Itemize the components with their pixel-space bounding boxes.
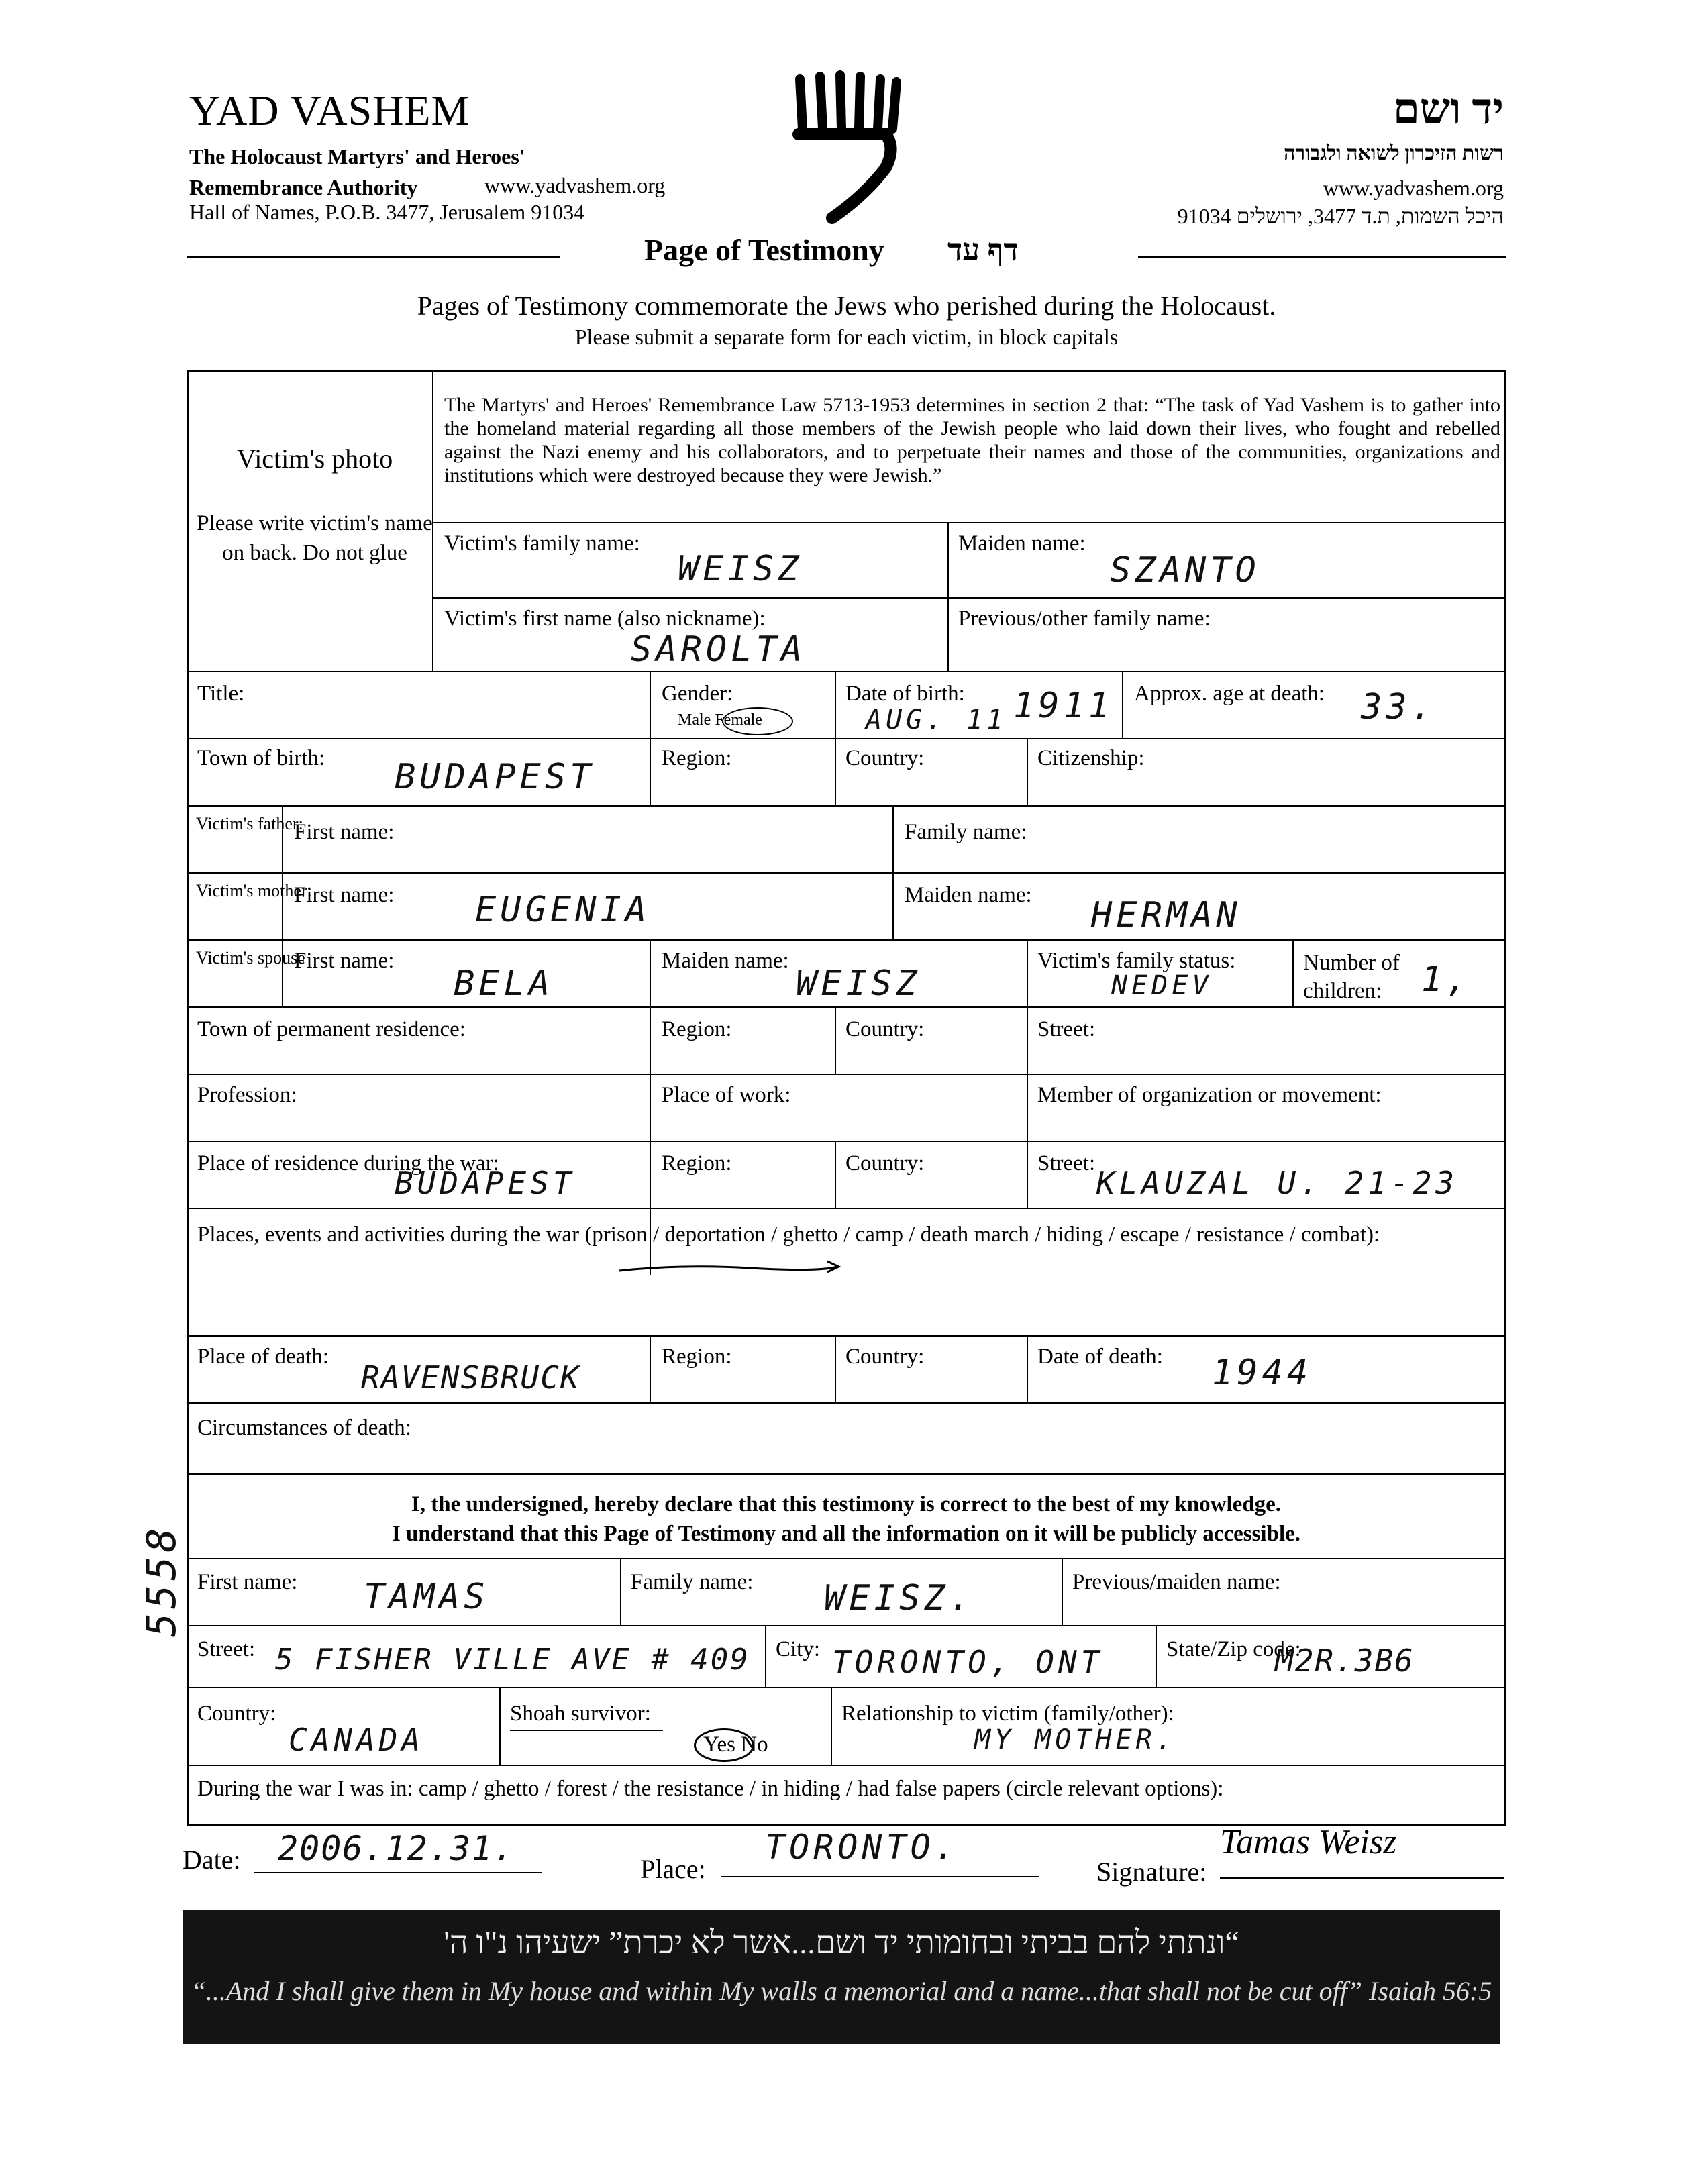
org-name: YAD VASHEM: [189, 87, 470, 134]
submitter-first-name-value[interactable]: TAMAS: [364, 1577, 489, 1617]
submitter-family-name-label: Family name:: [631, 1570, 754, 1594]
age-death-value[interactable]: 33.: [1361, 687, 1436, 727]
divider: [1062, 1558, 1063, 1625]
place-underline: [721, 1876, 1039, 1877]
mother-maiden-name-label: Maiden name:: [905, 883, 1032, 907]
residence-war-value[interactable]: BUDAPEST: [395, 1165, 576, 1201]
declaration: [187, 1490, 1506, 1549]
org-line1: The Holocaust Martyrs' and Heroes': [189, 144, 525, 168]
divider: [1027, 738, 1028, 805]
profession-label: Profession:: [197, 1083, 297, 1107]
divider: [187, 1625, 1506, 1626]
divider: [835, 1006, 836, 1074]
region-label: Region:: [662, 746, 732, 770]
signature-label: Signature:: [1096, 1857, 1207, 1887]
hebrew-website: www.yadvashem.org: [1323, 176, 1504, 200]
hebrew-name: יד ושם: [1392, 85, 1504, 133]
circumstances-label: Circumstances of death:: [197, 1416, 411, 1440]
places-events-label: Places, events and activities during the war (prison / deportation / ghetto / camp / death march / hiding / escape / resistance / combat):: [197, 1223, 1380, 1247]
maiden-name-value[interactable]: SZANTO: [1110, 550, 1260, 590]
divider: [947, 522, 949, 671]
state-zip-value[interactable]: M2R.3B6: [1275, 1643, 1415, 1679]
spouse-first-name-label: First name:: [294, 949, 395, 973]
city-label: City:: [776, 1637, 821, 1661]
submitter-first-name-label: First name:: [197, 1570, 298, 1594]
gender-circle: [722, 707, 793, 735]
previous-maiden-label: Previous/maiden name:: [1072, 1570, 1281, 1594]
date-label: Date:: [183, 1844, 241, 1875]
date-underline: [254, 1872, 542, 1873]
submitter-family-name-value[interactable]: WEISZ.: [824, 1578, 974, 1618]
dob-value[interactable]: AUG. 11: [866, 705, 1007, 735]
divider: [187, 1765, 1506, 1766]
family-name-value[interactable]: WEISZ: [678, 549, 803, 589]
divider: [187, 1141, 1506, 1142]
divider: [187, 1558, 1506, 1559]
declaration-line1: I, the undersigned, hereby declare that this testimony is correct to the best of my knowledge.: [411, 1492, 1282, 1516]
divider: [432, 522, 1506, 523]
relationship-value[interactable]: MY MOTHER.: [974, 1724, 1176, 1755]
death-region-label: Region:: [662, 1345, 732, 1369]
yad-vashem-logo-icon: [785, 67, 906, 228]
first-name-label: Victim's first name (also nickname):: [444, 607, 766, 631]
divider: [1156, 1625, 1157, 1687]
divider: [187, 805, 1506, 807]
form-title: Page of Testimony: [644, 233, 884, 267]
family-status-value[interactable]: NEDEV: [1111, 970, 1213, 1001]
place-label: Place:: [640, 1854, 706, 1884]
place-death-label: Place of death:: [197, 1345, 329, 1369]
banner-hebrew-quote: “ונתתי להם בביתי ובחומותי יד ושם...אשר לא יכרת” ישעיהו נ"ו ה': [444, 1925, 1239, 1961]
divider: [1122, 671, 1123, 738]
signature-underline: [1220, 1877, 1504, 1879]
divider: [1027, 1335, 1028, 1402]
residence-war-label: Place of residence during the war:: [197, 1151, 499, 1176]
street-value[interactable]: 5 FISHER VILLE AVE # 409: [275, 1643, 750, 1677]
relationship-label: Relationship to victim (family/other):: [841, 1702, 1174, 1726]
divider: [835, 738, 836, 805]
member-org-label: Member of organization or movement:: [1037, 1083, 1382, 1107]
town-permanent-label: Town of permanent residence:: [197, 1017, 466, 1041]
gender-options[interactable]: Male Female: [678, 711, 762, 729]
spouse-maiden-name-label: Maiden name:: [662, 949, 789, 973]
perm-region-label: Region:: [662, 1017, 732, 1041]
family-name-label: Victim's family name:: [444, 531, 640, 556]
victims-spouse-label: Victim's spouse: [196, 948, 305, 968]
place-death-value[interactable]: RAVENSBRUCK: [361, 1359, 580, 1396]
perm-street-label: Street:: [1037, 1017, 1096, 1041]
org-line2: Remembrance Authority: [189, 175, 418, 199]
hebrew-address: היכל השמות, ת.ד 3477, ירושלים 91034: [1177, 204, 1504, 228]
divider: [432, 597, 1506, 599]
town-birth-value[interactable]: BUDAPEST: [395, 757, 595, 797]
spouse-first-name-value[interactable]: BELA: [454, 964, 554, 1004]
org-subtitle: [189, 141, 525, 203]
spouse-maiden-name-value[interactable]: WEISZ: [796, 964, 921, 1004]
intro-text: Pages of Testimony commemorate the Jews who perished during the Holocaust.: [417, 291, 1276, 321]
hebrew-subtitle: רשות הזיכרון לשואה ולגבורה: [1284, 142, 1504, 164]
divider: [187, 872, 1506, 874]
divider: [835, 671, 836, 738]
signature-value[interactable]: Tamas Weisz: [1220, 1823, 1397, 1861]
age-death-label: Approx. age at death:: [1134, 682, 1325, 706]
place-value[interactable]: TORONTO.: [765, 1828, 959, 1867]
date-death-value[interactable]: 1944: [1212, 1353, 1313, 1393]
death-country-label: Country:: [845, 1345, 925, 1369]
divider: [499, 1687, 501, 1765]
dob-label: Date of birth:: [845, 682, 965, 706]
mother-maiden-name-value[interactable]: HERMAN: [1091, 895, 1241, 935]
dob-year-value[interactable]: 1911: [1013, 686, 1114, 726]
family-status-label: Victim's family status:: [1037, 949, 1236, 973]
father-first-name-label: First name:: [294, 820, 395, 844]
org-address: Hall of Names, P.O.B. 3477, Jerusalem 91034: [189, 200, 585, 224]
town-birth-label: Town of birth:: [197, 746, 325, 770]
divider: [620, 1558, 621, 1625]
law-text: The Martyrs' and Heroes' Remembrance Law 5713-1953 determines in section 2 that: “The task of Yad Vashem is to gather into the homeland material regarding all those members of the Jewish people who laid down their lives, who fought and rebelled against the Nazi enemy and his collaborators, and to perpetuate their names and those of the communities, organizations and institutions which were destroyed because they were Jewish.”: [444, 394, 1500, 486]
divider: [282, 805, 283, 1006]
divider: [187, 939, 1506, 941]
perm-country-label: Country:: [845, 1017, 925, 1041]
place-work-label: Place of work:: [662, 1083, 791, 1107]
divider: [187, 1402, 1506, 1404]
shoah-survivor-label: Shoah survivor:: [510, 1702, 651, 1726]
mother-first-name-value[interactable]: EUGENIA: [475, 890, 651, 930]
declaration-line2: I understand that this Page of Testimony and all the information on it will be publicly accessible.: [391, 1522, 1301, 1546]
divider: [831, 1687, 832, 1765]
header-divider-right: [1138, 256, 1506, 258]
divider: [650, 1335, 651, 1402]
form-title-hebrew: דף עד: [947, 233, 1019, 267]
banner-english-quote: “...And I shall give them in My house and within My walls a memorial and a name...that shall not be cut off” Isaiah 56:5: [191, 1976, 1492, 2006]
divider: [187, 1208, 1506, 1209]
divider: [187, 1335, 1506, 1337]
previous-family-label: Previous/other family name:: [958, 607, 1211, 631]
title-label: Title:: [197, 682, 245, 706]
submitter-country-label: Country:: [197, 1702, 276, 1726]
yes-circle: [694, 1728, 754, 1762]
underline-mark-icon: [616, 1259, 844, 1279]
war-region-label: Region:: [662, 1151, 732, 1176]
mother-first-name-label: First name:: [294, 883, 395, 907]
first-name-value[interactable]: SAROLTA: [631, 629, 807, 670]
instructions-text: Please submit a separate form for each victim, in block capitals: [574, 325, 1119, 349]
num-children-value[interactable]: 1,: [1421, 959, 1472, 1000]
war-street-value[interactable]: KLAUZAL U. 21-23: [1096, 1165, 1459, 1201]
divider: [187, 1687, 1506, 1688]
war-street-label: Street:: [1037, 1151, 1096, 1176]
date-value[interactable]: 2006.12.31.: [278, 1829, 515, 1868]
divider: [1292, 939, 1294, 1006]
country-label: Country:: [845, 746, 925, 770]
submitter-country-value[interactable]: CANADA: [289, 1722, 425, 1758]
divider: [1027, 1141, 1028, 1208]
divider: [1027, 1074, 1028, 1141]
shoah-survivor-underline: [510, 1730, 663, 1731]
divider: [187, 738, 1506, 739]
victims-mother-label: Victim's mother:: [196, 881, 312, 900]
divider: [765, 1625, 766, 1687]
during-war-label: During the war I was in: camp / ghetto / forest / the resistance / in hiding / had false papers (circle relevant options):: [197, 1777, 1224, 1801]
gender-label: Gender:: [662, 682, 733, 706]
divider: [835, 1141, 836, 1208]
places-events-field[interactable]: [197, 1279, 1492, 1326]
city-value[interactable]: TORONTO, ONT: [832, 1644, 1104, 1680]
state-zip-label: State/Zip code:: [1166, 1637, 1301, 1661]
victims-father-label: Victim's father:: [196, 814, 303, 833]
divider: [835, 1335, 836, 1402]
photo-box-title: Victim's photo: [236, 444, 393, 474]
quote-banner: [183, 1910, 1500, 2044]
header-divider-left: [187, 256, 560, 258]
street-label: Street:: [197, 1637, 256, 1661]
date-death-label: Date of death:: [1037, 1345, 1163, 1369]
photo-box-note: Please write victim's name on back. Do not glue: [197, 511, 433, 565]
citizenship-label: Citizenship:: [1037, 746, 1145, 770]
num-children-label: Number of children:: [1303, 951, 1400, 1003]
maiden-name-label: Maiden name:: [958, 531, 1086, 556]
divider: [187, 1473, 1506, 1475]
divider: [187, 671, 1506, 672]
org-website: www.yadvashem.org: [484, 173, 666, 197]
divider: [187, 1006, 1506, 1008]
side-reference-number: 5558: [138, 1524, 185, 1637]
father-family-name-label: Family name:: [905, 820, 1027, 844]
yes-no-options[interactable]: Yes No: [703, 1732, 768, 1757]
divider: [187, 1074, 1506, 1075]
war-country-label: Country:: [845, 1151, 925, 1176]
